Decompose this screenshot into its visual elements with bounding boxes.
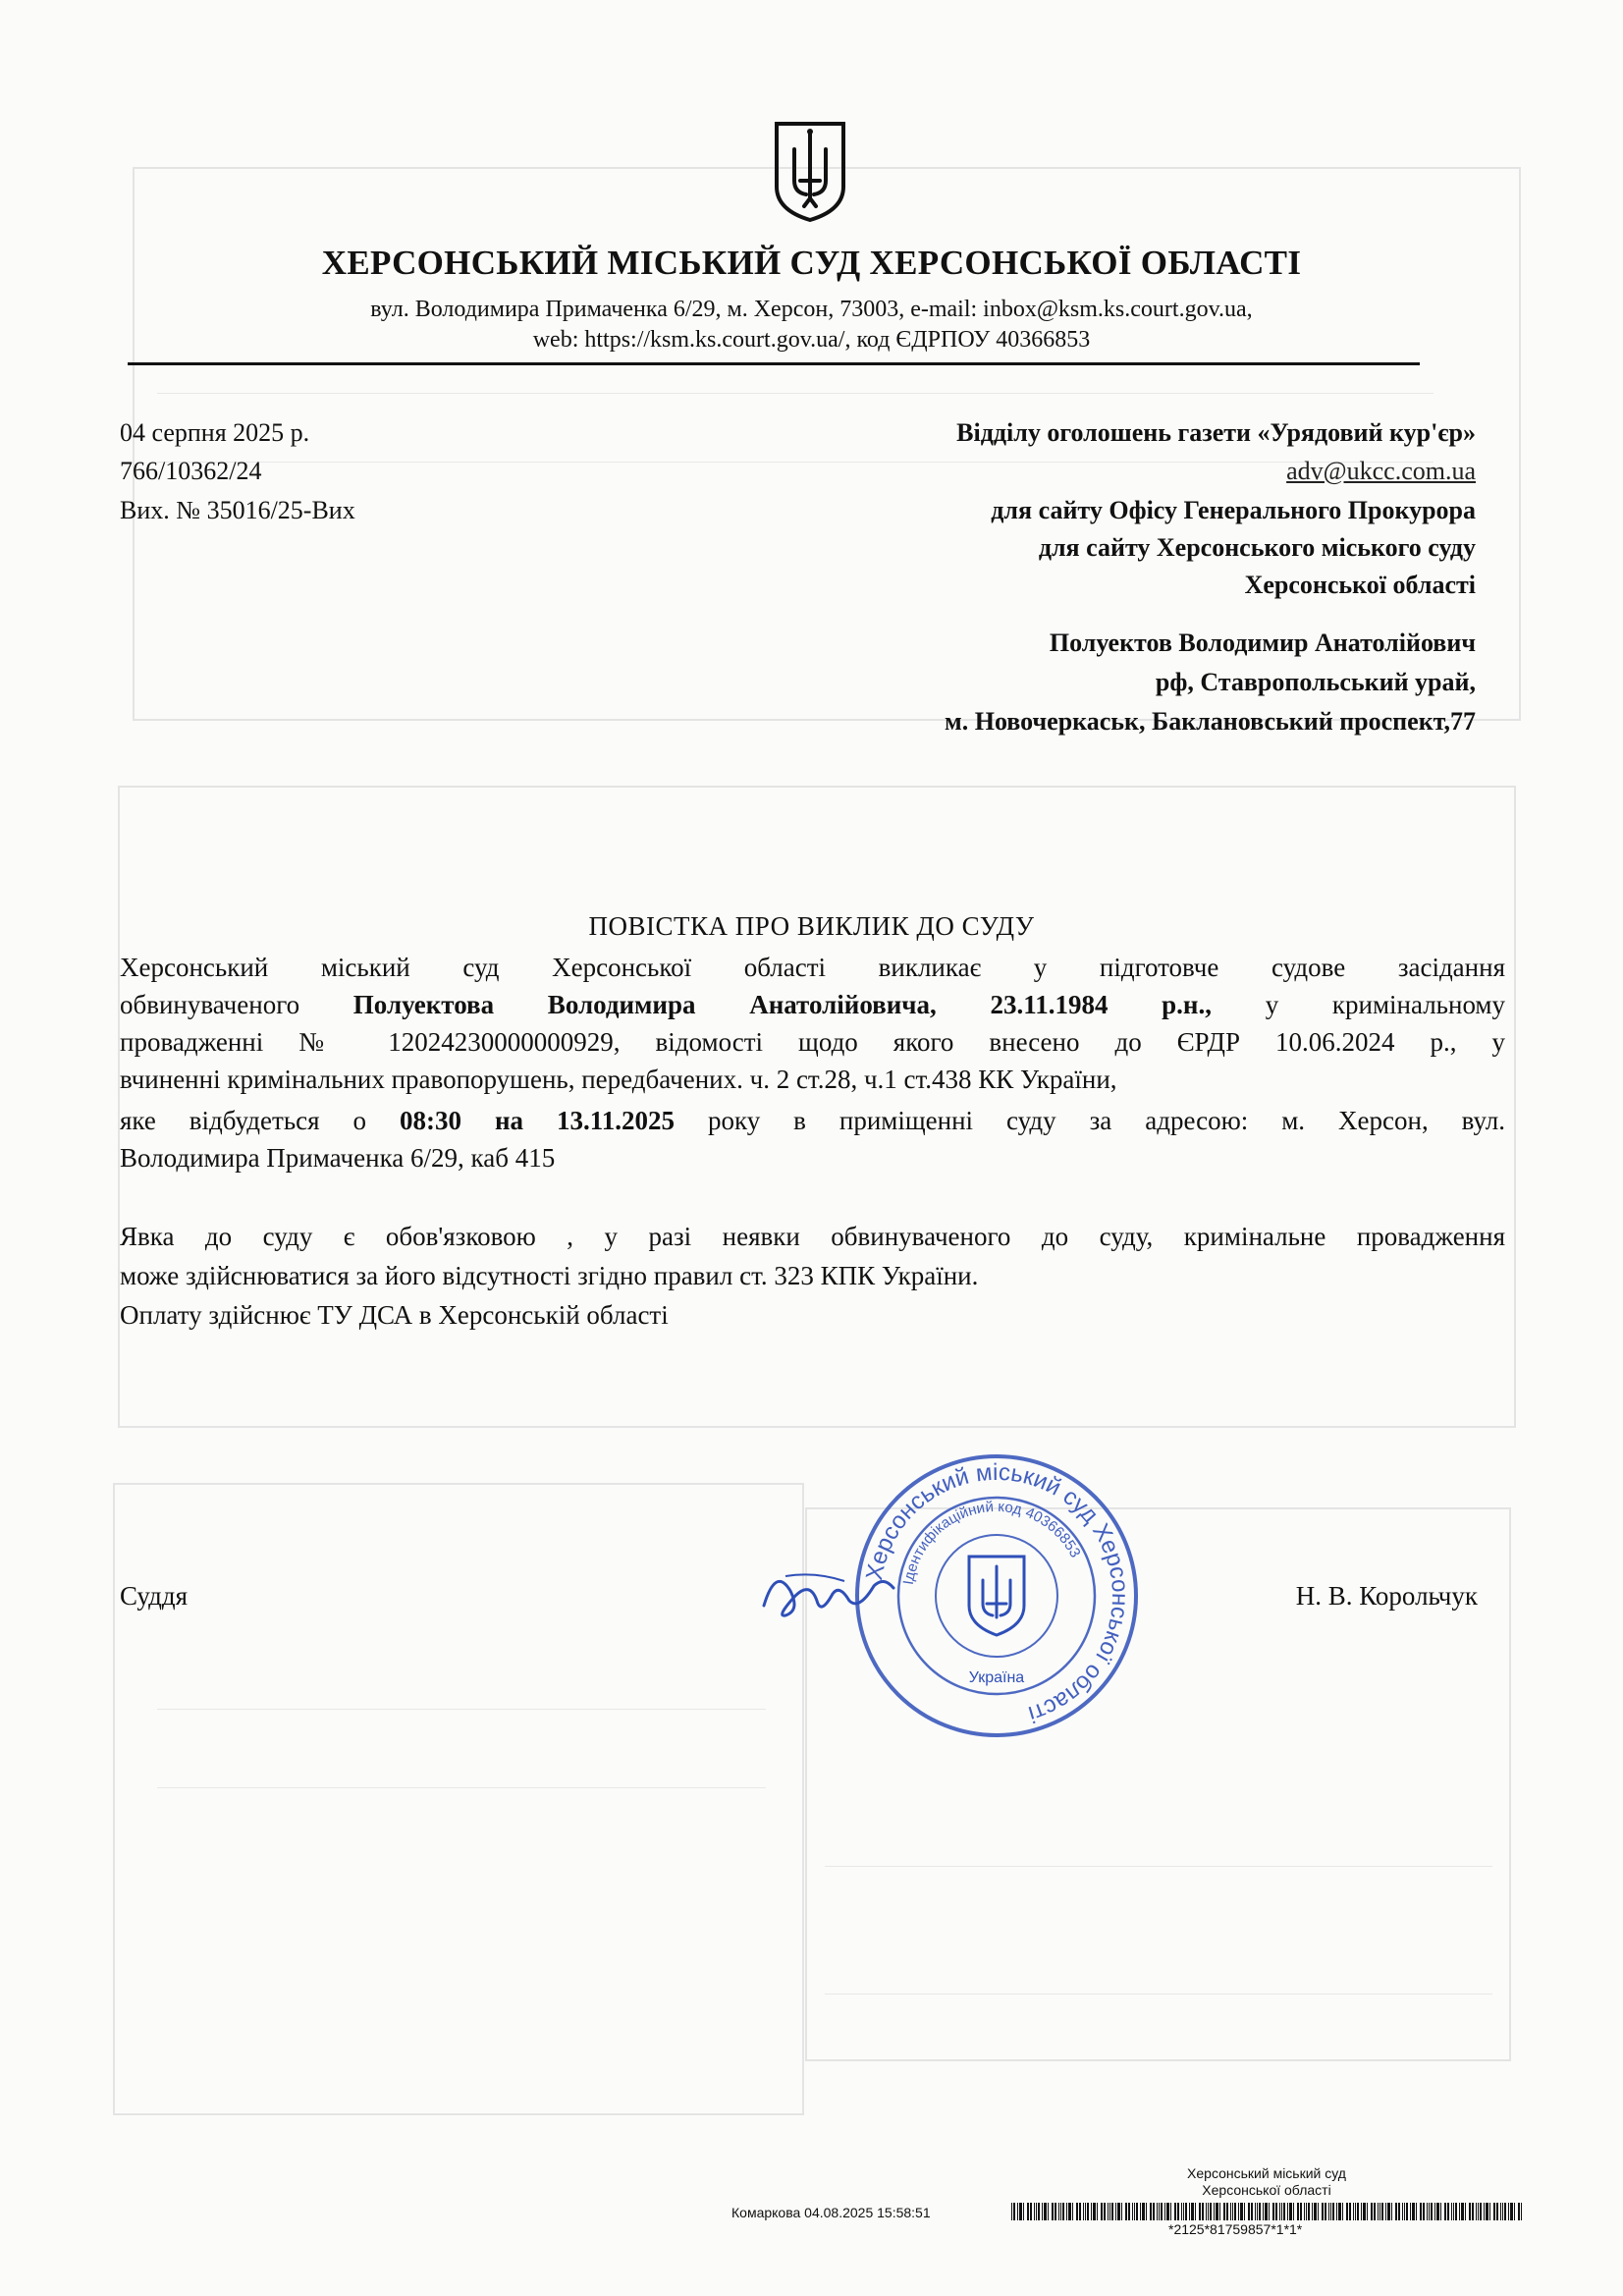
defendant-name: Полуектова Володимира Анатолійовича, 23.11.1984 р.н.,	[352, 990, 1212, 1019]
court-seal	[849, 1449, 1144, 1743]
barcode-bar	[1066, 2203, 1067, 2220]
barcode-bar	[1371, 2203, 1373, 2220]
barcode-bar	[1510, 2203, 1513, 2220]
barcode-bar	[1153, 2203, 1155, 2220]
barcode-bar	[1062, 2203, 1064, 2220]
barcode-bar	[1355, 2203, 1356, 2220]
barcode-bar	[1202, 2203, 1204, 2220]
barcode-bar	[1157, 2203, 1158, 2220]
barcode-bar	[1447, 2203, 1449, 2220]
barcode-bar	[1429, 2203, 1430, 2220]
barcode-bar	[1226, 2203, 1228, 2220]
barcode-bar	[1459, 2203, 1460, 2220]
barcode-bar	[1251, 2203, 1253, 2220]
barcode-bar	[1361, 2203, 1362, 2220]
barcode-bar	[1134, 2203, 1135, 2220]
seal-outer-text: Херсонський міський суд Херсонської області	[861, 1458, 1134, 1728]
barcode-bar	[1174, 2203, 1176, 2220]
barcode-bar	[1121, 2203, 1122, 2220]
barcode-bar	[1060, 2203, 1061, 2220]
barcode-bar	[1336, 2203, 1337, 2220]
barcode-bar	[1420, 2203, 1422, 2220]
barcode-bar	[1514, 2203, 1515, 2220]
barcode-bar	[1312, 2203, 1313, 2220]
barcode-bar	[1230, 2203, 1231, 2220]
barcode-bar	[1111, 2203, 1113, 2220]
barcode-bar	[1013, 2203, 1015, 2220]
barcode-bar	[1079, 2203, 1081, 2220]
barcode-bar	[1398, 2203, 1400, 2220]
barcode-bar	[1269, 2203, 1270, 2220]
bleed-through-line	[825, 1994, 1492, 1995]
notice-paragraph-line: Явка до суду є обов'язковою , у разі неявки обвинуваченого до суду, кримінальне провадження	[120, 1222, 1505, 1251]
barcode-bar	[1257, 2203, 1258, 2220]
bleed-through-line	[157, 393, 1434, 394]
barcode-bar	[1055, 2203, 1056, 2220]
barcode-bar	[1208, 2203, 1209, 2220]
recipient-email[interactable]: adv@ukcc.com.ua	[1286, 457, 1476, 485]
notice-paragraph-line: Херсонський міський суд Херсонської області викликає у підготовче судове засідання	[120, 953, 1505, 982]
barcode-bar	[1206, 2203, 1207, 2220]
barcode-bar	[1493, 2203, 1495, 2220]
barcode-bar	[1189, 2203, 1190, 2220]
barcode-bar	[1395, 2203, 1397, 2220]
barcode-bar	[1283, 2203, 1285, 2220]
barcode-bar	[1232, 2203, 1233, 2220]
barcode-bar	[1058, 2203, 1059, 2220]
notice-paragraph-line: провадженні № 12024230000000929, відомості щодо якого внесено до ЄРДР 10.06.2024 р., у	[120, 1027, 1505, 1057]
barcode-bar	[1521, 2203, 1522, 2220]
barcode-bar	[1085, 2203, 1086, 2220]
barcode-bar	[1374, 2203, 1376, 2220]
barcode-bar	[1465, 2203, 1466, 2220]
recipient-newspaper: Відділу оголошень газети «Урядовий кур'єр»	[956, 418, 1476, 447]
bleed-through-line	[825, 1866, 1492, 1867]
barcode-bar	[1275, 2203, 1277, 2220]
barcode-bar	[1455, 2203, 1457, 2220]
barcode-bar	[1431, 2203, 1433, 2220]
barcode-bar	[1436, 2203, 1439, 2220]
barcode-bar	[1072, 2203, 1073, 2220]
barcode-bar	[1476, 2203, 1477, 2220]
barcode-bar	[1451, 2203, 1452, 2220]
barcode-bar	[1518, 2203, 1520, 2220]
barcode-bar	[1185, 2203, 1187, 2220]
barcode-bar	[1091, 2203, 1092, 2220]
barcode-bar	[1240, 2203, 1243, 2220]
barcode-bar	[1125, 2203, 1127, 2220]
barcode-bar	[1159, 2203, 1160, 2220]
court-title: ХЕРСОНСЬКИЙ МІСЬКИЙ СУД ХЕРСОНСЬКОЇ ОБЛАСТІ	[321, 244, 1302, 282]
barcode-bar	[1387, 2203, 1390, 2220]
bleed-through-line	[157, 462, 1434, 463]
barcode-bar	[1461, 2203, 1464, 2220]
barcode-bar	[1381, 2203, 1383, 2220]
barcode-bar	[1342, 2203, 1343, 2220]
judge-name: Н. В. Корольчук	[1295, 1581, 1478, 1611]
notice-paragraph-line: Володимира Примаченка 6/29, каб 415	[120, 1143, 556, 1173]
barcode-bar	[1150, 2203, 1152, 2220]
case-number: 766/10362/24	[120, 457, 262, 485]
barcode-bar	[1052, 2203, 1054, 2220]
recipient-prosecutor: для сайту Офісу Генерального Прокурора	[991, 496, 1476, 524]
barcode-bar	[1170, 2203, 1171, 2220]
barcode-bar	[1508, 2203, 1509, 2220]
barcode-bar	[1406, 2203, 1408, 2220]
barcode-bar	[1115, 2203, 1116, 2220]
barcode-bar	[1293, 2203, 1294, 2220]
barcode-bar	[1263, 2203, 1264, 2220]
barcode-bar	[1042, 2203, 1043, 2220]
trident-icon	[969, 1557, 1024, 1635]
barcode-bar	[1255, 2203, 1256, 2220]
barcode-bar	[1219, 2203, 1220, 2220]
recipient-person-name: Полуектов Володимир Анатолійович	[1049, 629, 1476, 657]
barcode-bar	[1210, 2203, 1212, 2220]
barcode-bar	[1338, 2203, 1341, 2220]
barcode-bar	[1166, 2203, 1169, 2220]
barcode-bar	[1101, 2203, 1103, 2220]
document-date: 04 серпня 2025 р.	[120, 418, 310, 447]
barcode-bar	[1177, 2203, 1179, 2220]
footer-user-timestamp: Комаркова 04.08.2025 15:58:51	[731, 2205, 931, 2220]
barcode-bar	[1214, 2203, 1215, 2220]
barcode-bar	[1023, 2203, 1024, 2220]
barcode-bar	[1161, 2203, 1163, 2220]
seal-inner-text: Ідентифікаційний код 40366853	[899, 1498, 1084, 1586]
barcode-bar	[1363, 2203, 1366, 2220]
court-address: вул. Володимира Примаченка 6/29, м. Херсон, 73003, e-mail: inbox@ksm.ks.court.gov.ua,	[370, 297, 1253, 322]
barcode-bar	[1472, 2203, 1474, 2220]
barcode-bar	[1048, 2203, 1049, 2220]
barcode-bar	[1453, 2203, 1454, 2220]
barcode-bar	[1289, 2203, 1292, 2220]
barcode-bar	[1223, 2203, 1225, 2220]
barcode-bar	[1011, 2203, 1012, 2220]
barcode-bar	[1076, 2203, 1078, 2220]
notice-paragraph-line: Оплату здійснює ТУ ДСА в Херсонській області	[120, 1300, 669, 1330]
notice-paragraph-line: яке відбудеться о 08:30 на 13.11.2025 року в приміщенні суду за адресою: м. Херсон, вул.	[120, 1106, 1506, 1135]
barcode-bar	[1318, 2203, 1319, 2220]
barcode-bar	[1385, 2203, 1386, 2220]
barcode-bar	[1378, 2203, 1379, 2220]
barcode-bar	[1272, 2203, 1274, 2220]
barcode-bar	[1265, 2203, 1268, 2220]
barcode-bar	[1132, 2203, 1133, 2220]
barcode-bar	[1328, 2203, 1329, 2220]
barcode-bar	[1238, 2203, 1239, 2220]
barcode-icon	[1011, 2203, 1522, 2220]
barcode-bar	[1440, 2203, 1441, 2220]
barcode-bar	[1412, 2203, 1415, 2220]
barcode-bar	[1330, 2203, 1331, 2220]
barcode-bar	[1502, 2203, 1503, 2220]
barcode-bar	[1486, 2203, 1488, 2220]
recipient-region: Херсонської області	[1244, 571, 1476, 599]
barcode-bar	[1140, 2203, 1141, 2220]
barcode-bar	[1068, 2203, 1071, 2220]
barcode-bar	[1128, 2203, 1130, 2220]
barcode-bar	[1136, 2203, 1138, 2220]
barcode-bar	[1410, 2203, 1411, 2220]
barcode-bar	[1304, 2203, 1305, 2220]
barcode-bar	[1423, 2203, 1425, 2220]
barcode-bar	[1146, 2203, 1147, 2220]
barcode-bar	[1195, 2203, 1196, 2220]
barcode-bar	[1019, 2203, 1022, 2220]
bleed-through-line	[157, 1709, 766, 1710]
barcode-bar	[1044, 2203, 1047, 2220]
barcode-bar	[1030, 2203, 1032, 2220]
barcode-bar	[1427, 2203, 1428, 2220]
barcode-bar	[1500, 2203, 1501, 2220]
barcode-bar	[1404, 2203, 1405, 2220]
footer-court: Херсонський міський суд Херсонської області	[1187, 2165, 1346, 2198]
barcode-bar	[1281, 2203, 1282, 2220]
bleed-through-line	[157, 1787, 766, 1788]
barcode-bar	[1117, 2203, 1120, 2220]
barcode-bar	[1216, 2203, 1218, 2220]
barcode-bar	[1416, 2203, 1417, 2220]
recipient-person-address: м. Новочеркаськ, Баклановський проспект,77	[945, 707, 1476, 736]
barcode-bar	[1109, 2203, 1110, 2220]
coat-of-arms-icon	[771, 120, 849, 223]
barcode-bar	[1034, 2203, 1035, 2220]
barcode-bar	[1191, 2203, 1194, 2220]
barcode-bar	[1142, 2203, 1145, 2220]
outgoing-number: Вих. № 35016/25-Вих	[120, 496, 355, 524]
notice-paragraph-line: може здійснюватися за його відсутності згідно правил ст. 323 КПК України.	[120, 1261, 979, 1290]
barcode-bar	[1325, 2203, 1326, 2220]
barcode-bar	[1164, 2203, 1165, 2220]
barcode-bar	[1504, 2203, 1506, 2220]
court-web: web: https://ksm.ks.court.gov.ua/, код ЄДРПОУ 40366853	[532, 327, 1091, 353]
barcode-bar	[1484, 2203, 1485, 2220]
barcode-bar	[1097, 2203, 1098, 2220]
hearing-datetime: 08:30 на 13.11.2025	[399, 1106, 675, 1135]
barcode-bar	[1434, 2203, 1435, 2220]
notice-paragraph-line: вчиненні кримінальних правопорушень, передбачених. ч. 2 ст.28, ч.1 ст.438 КК України,	[120, 1065, 1117, 1094]
barcode-bar	[1353, 2203, 1354, 2220]
judge-label: Суддя	[120, 1581, 189, 1611]
recipient-court-site: для сайту Херсонського міського суду	[1038, 533, 1476, 562]
barcode-bar	[1036, 2203, 1037, 2220]
barcode-bar	[1297, 2203, 1299, 2220]
barcode-bar	[1402, 2203, 1403, 2220]
barcode-bar	[1349, 2203, 1351, 2220]
seal-country-text: Україна	[968, 1669, 1025, 1686]
barcode-bar	[1300, 2203, 1302, 2220]
barcode-bar	[1259, 2203, 1261, 2220]
barcode-bar	[1314, 2203, 1317, 2220]
barcode-bar	[1322, 2203, 1324, 2220]
header-divider	[128, 362, 1420, 365]
notice-paragraph-line: обвинуваченого Полуектова Володимира Анатолійовича, 23.11.1984 р.н., у кримінальному	[120, 990, 1506, 1019]
barcode-bar	[1181, 2203, 1182, 2220]
barcode-bar	[1306, 2203, 1307, 2220]
barcode-bar	[1478, 2203, 1479, 2220]
barcode-bar	[1183, 2203, 1184, 2220]
barcode-bar	[1469, 2203, 1471, 2220]
barcode-bar	[1244, 2203, 1245, 2220]
barcode-bar	[1248, 2203, 1250, 2220]
barcode-bar	[1480, 2203, 1482, 2220]
barcode-bar	[1332, 2203, 1334, 2220]
barcode-bar	[1104, 2203, 1106, 2220]
barcode-bar	[1489, 2203, 1490, 2220]
barcode-bar	[1367, 2203, 1368, 2220]
barcode-bar	[1357, 2203, 1359, 2220]
barcode-bar	[1279, 2203, 1280, 2220]
barcode-bar	[1287, 2203, 1288, 2220]
barcode-bar	[1108, 2203, 1109, 2220]
barcode-bar	[1346, 2203, 1348, 2220]
barcode-bar	[1496, 2203, 1498, 2220]
barcode-bar	[1087, 2203, 1089, 2220]
barcode-bar	[1083, 2203, 1084, 2220]
barcode-bar	[1199, 2203, 1201, 2220]
bleed-through-box	[113, 1483, 804, 2115]
barcode-bar	[1038, 2203, 1040, 2220]
recipient-person-address: рф, Ставропольський урай,	[1155, 668, 1476, 696]
notice-title: ПОВІСТКА ПРО ВИКЛИК ДО СУДУ	[588, 911, 1035, 941]
barcode-bar	[1308, 2203, 1310, 2220]
barcode-bar	[1017, 2203, 1018, 2220]
barcode-bar	[1234, 2203, 1236, 2220]
barcode-bar	[1093, 2203, 1096, 2220]
barcode-bar	[1027, 2203, 1029, 2220]
barcode-bar	[1444, 2203, 1446, 2220]
footer-doc-code: *2125*81759857*1*1*	[1168, 2221, 1303, 2237]
barcode-bar	[1391, 2203, 1392, 2220]
